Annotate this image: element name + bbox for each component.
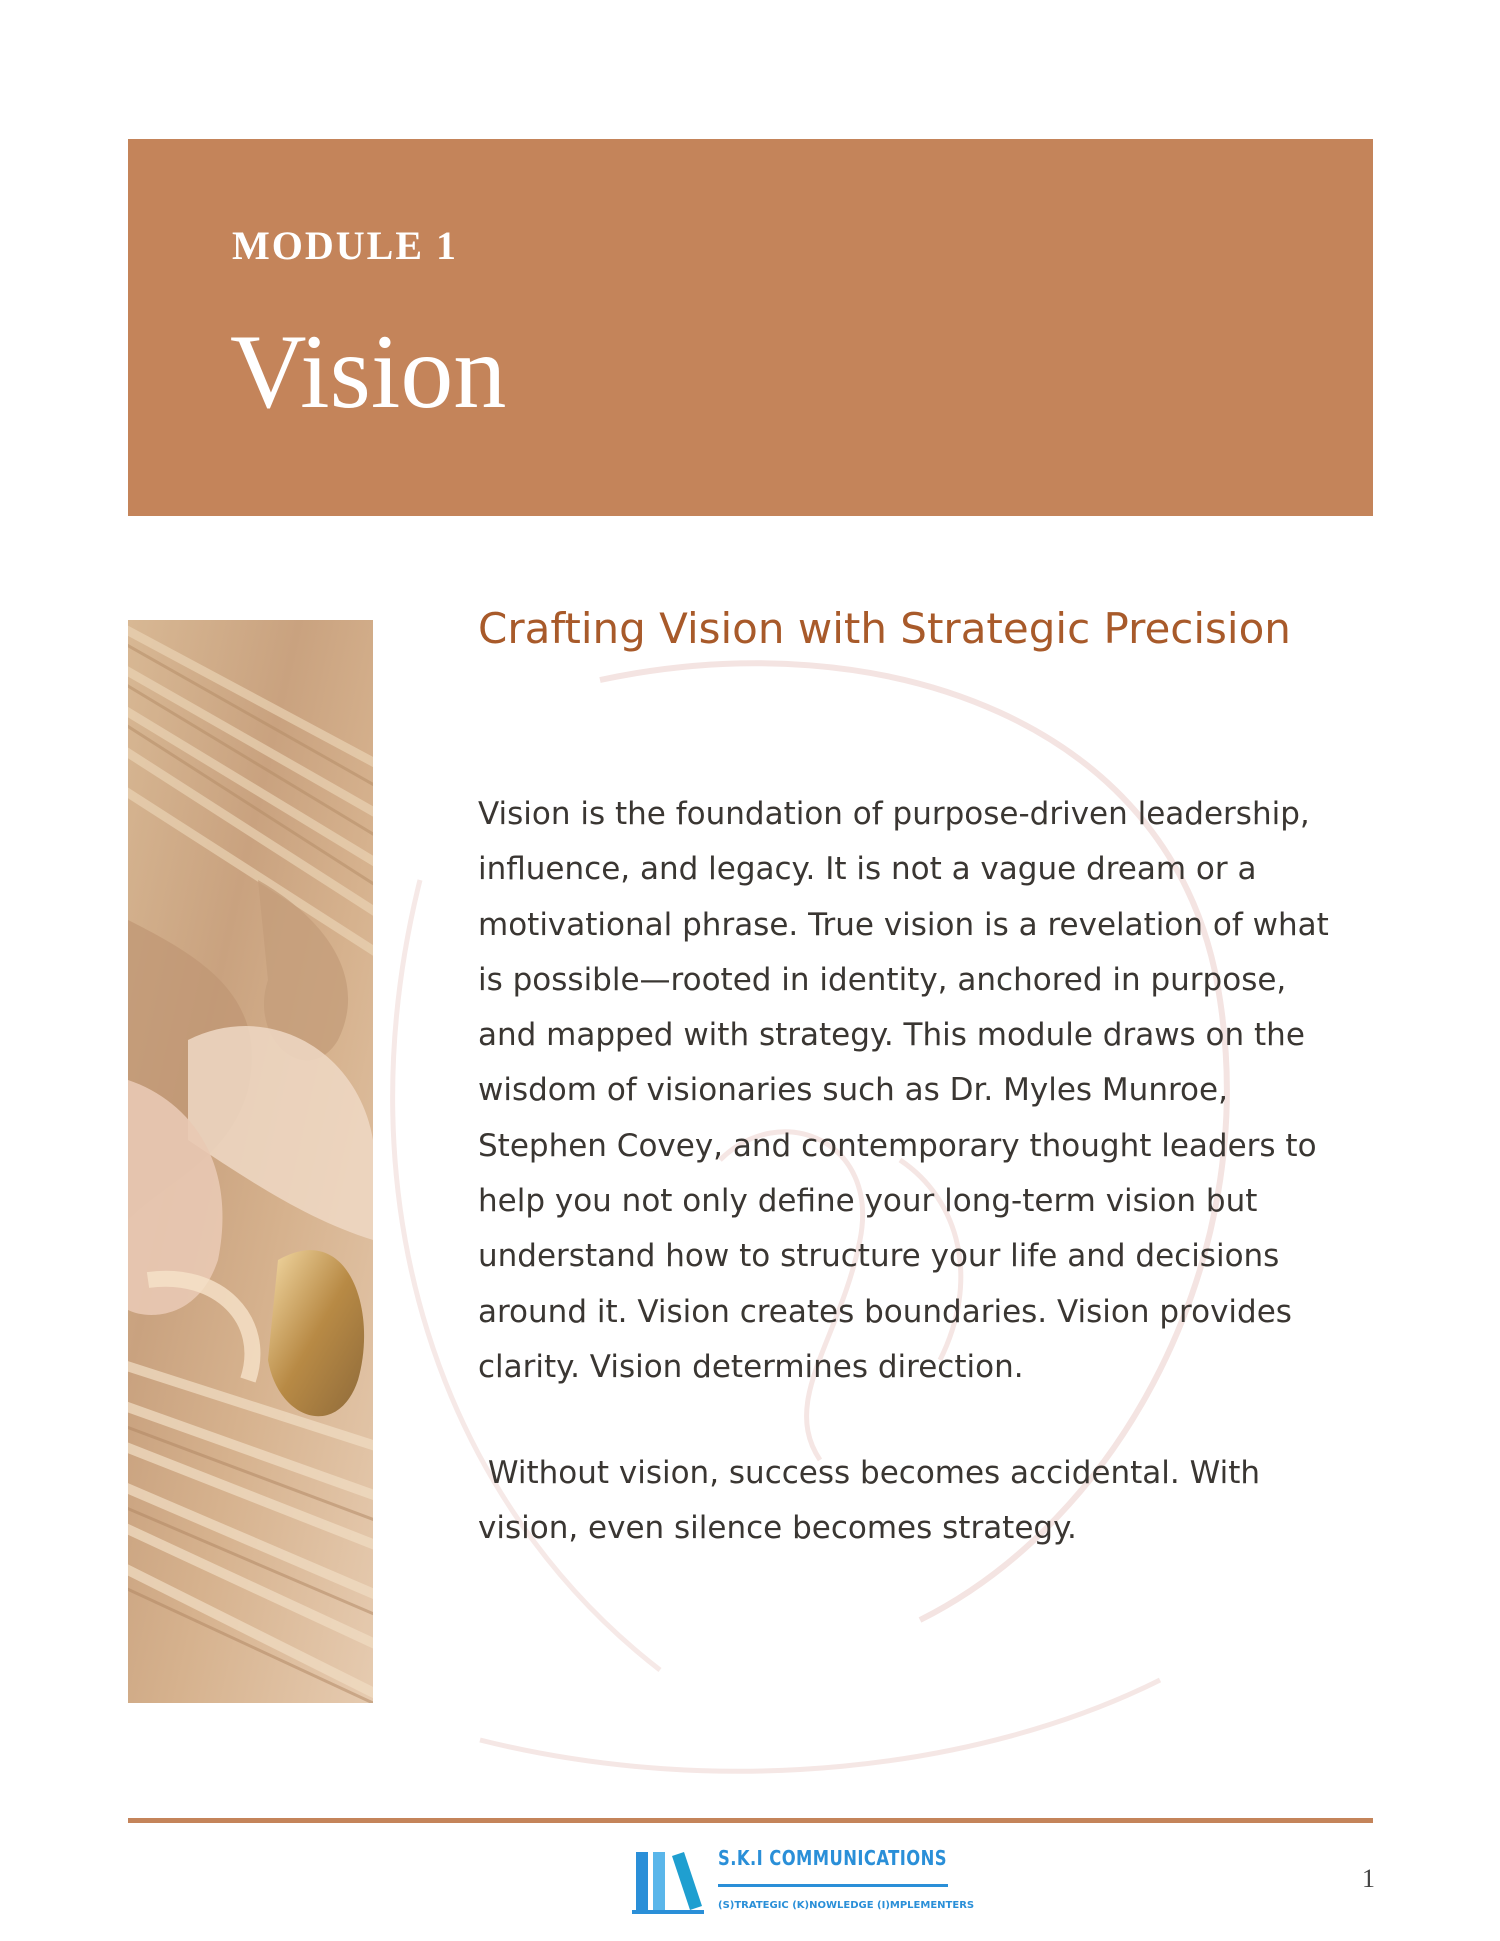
body-line: help you not only define your long-term vision but xyxy=(478,1183,1258,1220)
body-line: clarity. Vision determines direction. xyxy=(478,1348,1024,1385)
books-logo-icon xyxy=(632,1852,708,1914)
body-line: motivational phrase. True vision is a revelation of what xyxy=(478,906,1329,943)
logo-company-name: S.K.I COMMUNICATIONS xyxy=(718,1846,947,1870)
body-line: Vision is the foundation of purpose-driven leadership, xyxy=(478,796,1310,832)
body-line: influence, and legacy. It is not a vague dream or a xyxy=(478,851,1257,888)
body-line: understand how to structure your life and decisions xyxy=(478,1238,1280,1275)
body-line: and mapped with strategy. This module draws on the xyxy=(478,1017,1305,1054)
body-paragraph xyxy=(478,787,1378,1395)
section-heading: Crafting Vision with Strategic Precision xyxy=(478,604,1291,653)
logo-underline xyxy=(718,1884,948,1887)
footer-divider xyxy=(128,1818,1373,1823)
closing-paragraph xyxy=(478,1446,1378,1556)
body-line: around it. Vision creates boundaries. Vision provides xyxy=(478,1293,1292,1330)
closing-line: vision, even silence becomes strategy. xyxy=(478,1510,1077,1546)
body-line: wisdom of visionaries such as Dr. Myles Munroe, xyxy=(478,1072,1228,1109)
decorative-paint-texture-image xyxy=(128,620,373,1703)
module-header-band xyxy=(128,139,1373,516)
page-number: 1 xyxy=(1362,1864,1375,1893)
company-logo xyxy=(632,1846,975,1918)
module-label: MODULE 1 xyxy=(232,223,458,268)
logo-tagline: (S)TRATEGIC (K)NOWLEDGE (I)MPLEMENTERS xyxy=(718,1900,975,1911)
body-line: Stephen Covey, and contemporary thought leaders to xyxy=(478,1127,1317,1164)
body-line: is possible—rooted in identity, anchored in purpose, xyxy=(478,961,1287,998)
module-title: Vision xyxy=(230,313,507,430)
closing-line: Without vision, success becomes accidental. With xyxy=(478,1455,1261,1491)
